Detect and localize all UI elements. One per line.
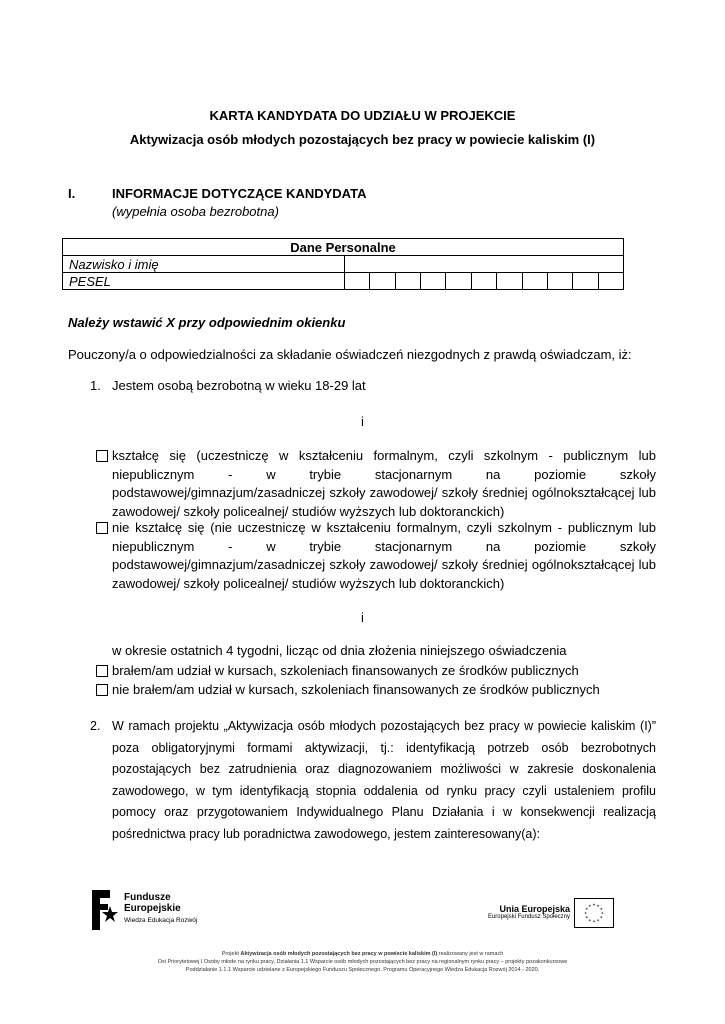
section-title: INFORMACJE DOTYCZĄCE KANDYDATA (112, 186, 367, 201)
checkbox[interactable] (96, 684, 108, 696)
pesel-digit-field[interactable] (522, 273, 547, 290)
logo-left-line2: Europejskie (124, 903, 181, 914)
item-2 (90, 716, 656, 845)
checkbox[interactable] (96, 450, 108, 462)
project-subtitle: Aktywizacja osób młodych pozostających bez pracy w powiecie kaliskim (I) (129, 132, 596, 147)
checkbox-option-studying[interactable] (96, 447, 656, 521)
footer-project-name: Aktywizacja osób młodych pozostających bez pracy w powiecie kaliskim (I) (240, 951, 438, 957)
pesel-digit-field[interactable] (497, 273, 522, 290)
name-label: Nazwisko i imię (63, 256, 345, 273)
star-icon (86, 888, 120, 932)
logo-left-line3: Wiedza Edukacja Rozwój (124, 917, 198, 924)
footer-line2: Osi Priorytetowej I Osoby młode na rynku pracy, Działania 1.1 Wsparcie osób młodych pozostających bez pracy na regionalnym rynku pracy – projekty pozakonkursowe (157, 959, 568, 965)
item-1-text: Jestem osobą bezrobotną w wieku 18-29 lat (112, 378, 366, 393)
section-subtitle: (wypełnia osoba bezrobotna) (112, 204, 279, 219)
option-label: nie brałem/am udział w kursach, szkoleniach finansowanych ze środków publicznych (112, 682, 600, 697)
logo-left-line1: Fundusze (124, 892, 171, 903)
personal-data-table (62, 238, 624, 290)
item-2-number: 2. (90, 719, 101, 733)
unia-europejska-logo (484, 898, 614, 930)
option-label: nie kształcę się (nie uczestniczę w kształceniu formalnym, czyli szkolnym - publicznym lub niepublicznym - w trybie stacjonarnym na poziomie szkoły podstawowej/gimnazjum/zasadniczej szkoły zawodowej/ szkoły średniej ogólnokształcącej lub zawodowej/ szkoły policealnej/ studiów wyższych lub doktoranckich) (112, 520, 656, 591)
pesel-digit-field[interactable] (573, 273, 598, 290)
pesel-label: PESEL (63, 273, 345, 290)
pesel-digit-field[interactable] (395, 273, 420, 290)
checkbox-option-training[interactable] (96, 662, 656, 681)
section-number: I. (68, 186, 76, 201)
pesel-digit-field[interactable] (547, 273, 572, 290)
option-label: kształcę się (uczestniczę w kształceniu formalnym, czyli szkolnym - publicznym lub niepublicznym - w trybie stacjonarnym na poziomie szkoły podstawowej/gimnazjum/zasadniczej szkoły zawodowej/ szkoły średniej ogólnokształcącej lub zawodowej/ szkoły policealnej/ studiów wyższych lub doktoranckich) (112, 448, 656, 519)
intro-statement: Pouczony/a o odpowiedzialności za składanie oświadczeń niezgodnych z prawdą oświadczam, iż: (68, 347, 632, 362)
form-title: KARTA KANDYDATA DO UDZIAŁU W PROJEKCIE (209, 108, 516, 123)
pesel-digit-field[interactable] (446, 273, 471, 290)
table-header: Dane Personalne (63, 239, 624, 256)
option-label: brałem/am udział w kursach, szkoleniach finansowanych ze środków publicznych (112, 663, 579, 678)
checkbox[interactable] (96, 665, 108, 677)
connector-and: i (361, 610, 364, 625)
pesel-digit-field[interactable] (598, 273, 623, 290)
logo-right-line1: Unia Europejska (499, 904, 570, 914)
eu-flag-icon (574, 898, 614, 928)
instruction-text: Należy wstawić X przy odpowiednim okienku (68, 315, 346, 330)
footer-line1-post: realizowany jest w ramach (437, 951, 504, 957)
item-2-text: W ramach projektu „Aktywizacja osób młodych pozostających bez pracy w powiecie kaliskim (I)” poza obligatoryjnymi formami aktywizacji, tj.: identyfikacją potrzeb osób bezrobotnych pozostających bez zatrudnienia oraz diagnozowaniem możliwości w zakresie doskonalenia zawodowego, w tym identyfikacją stopnia oddalenia od rynku pracy czyli ustaleniem profilu pomocy oraz przygotowaniem Indywidualnego Planu Działania i w konsekwencji realizacją pośrednictwa pracy lub poradnictwa zawodowego, jestem zainteresowany(a): (112, 719, 656, 841)
checkbox-option-no-training[interactable] (96, 681, 656, 700)
pesel-digit-field[interactable] (471, 273, 496, 290)
item-1 (90, 378, 366, 393)
item-1-number: 1. (90, 378, 101, 393)
connector-and: i (361, 414, 364, 429)
checkbox-option-not-studying[interactable] (96, 519, 656, 593)
footer-line1-pre: Projekt (221, 951, 241, 957)
checkbox[interactable] (96, 522, 108, 534)
name-field[interactable] (345, 256, 624, 273)
fundusze-europejskie-logo (86, 886, 226, 934)
pesel-digit-field[interactable] (345, 273, 370, 290)
footer-note (40, 950, 685, 974)
pesel-digit-field[interactable] (421, 273, 446, 290)
footer-line3: Poddziałanie 1.1.1 Wsparcie udzielane z Europejskiego Funduszu Społecznego, Programu Operacyjnego Wiedza Edukacja Rozwój 2014 - 2020. (185, 967, 540, 973)
period-text: w okresie ostatnich 4 tygodni, licząc od dnia złożenia niniejszego oświadczenia (112, 643, 567, 658)
pesel-digit-field[interactable] (370, 273, 395, 290)
logo-right-line2: Europejski Fundusz Społeczny (487, 914, 570, 920)
